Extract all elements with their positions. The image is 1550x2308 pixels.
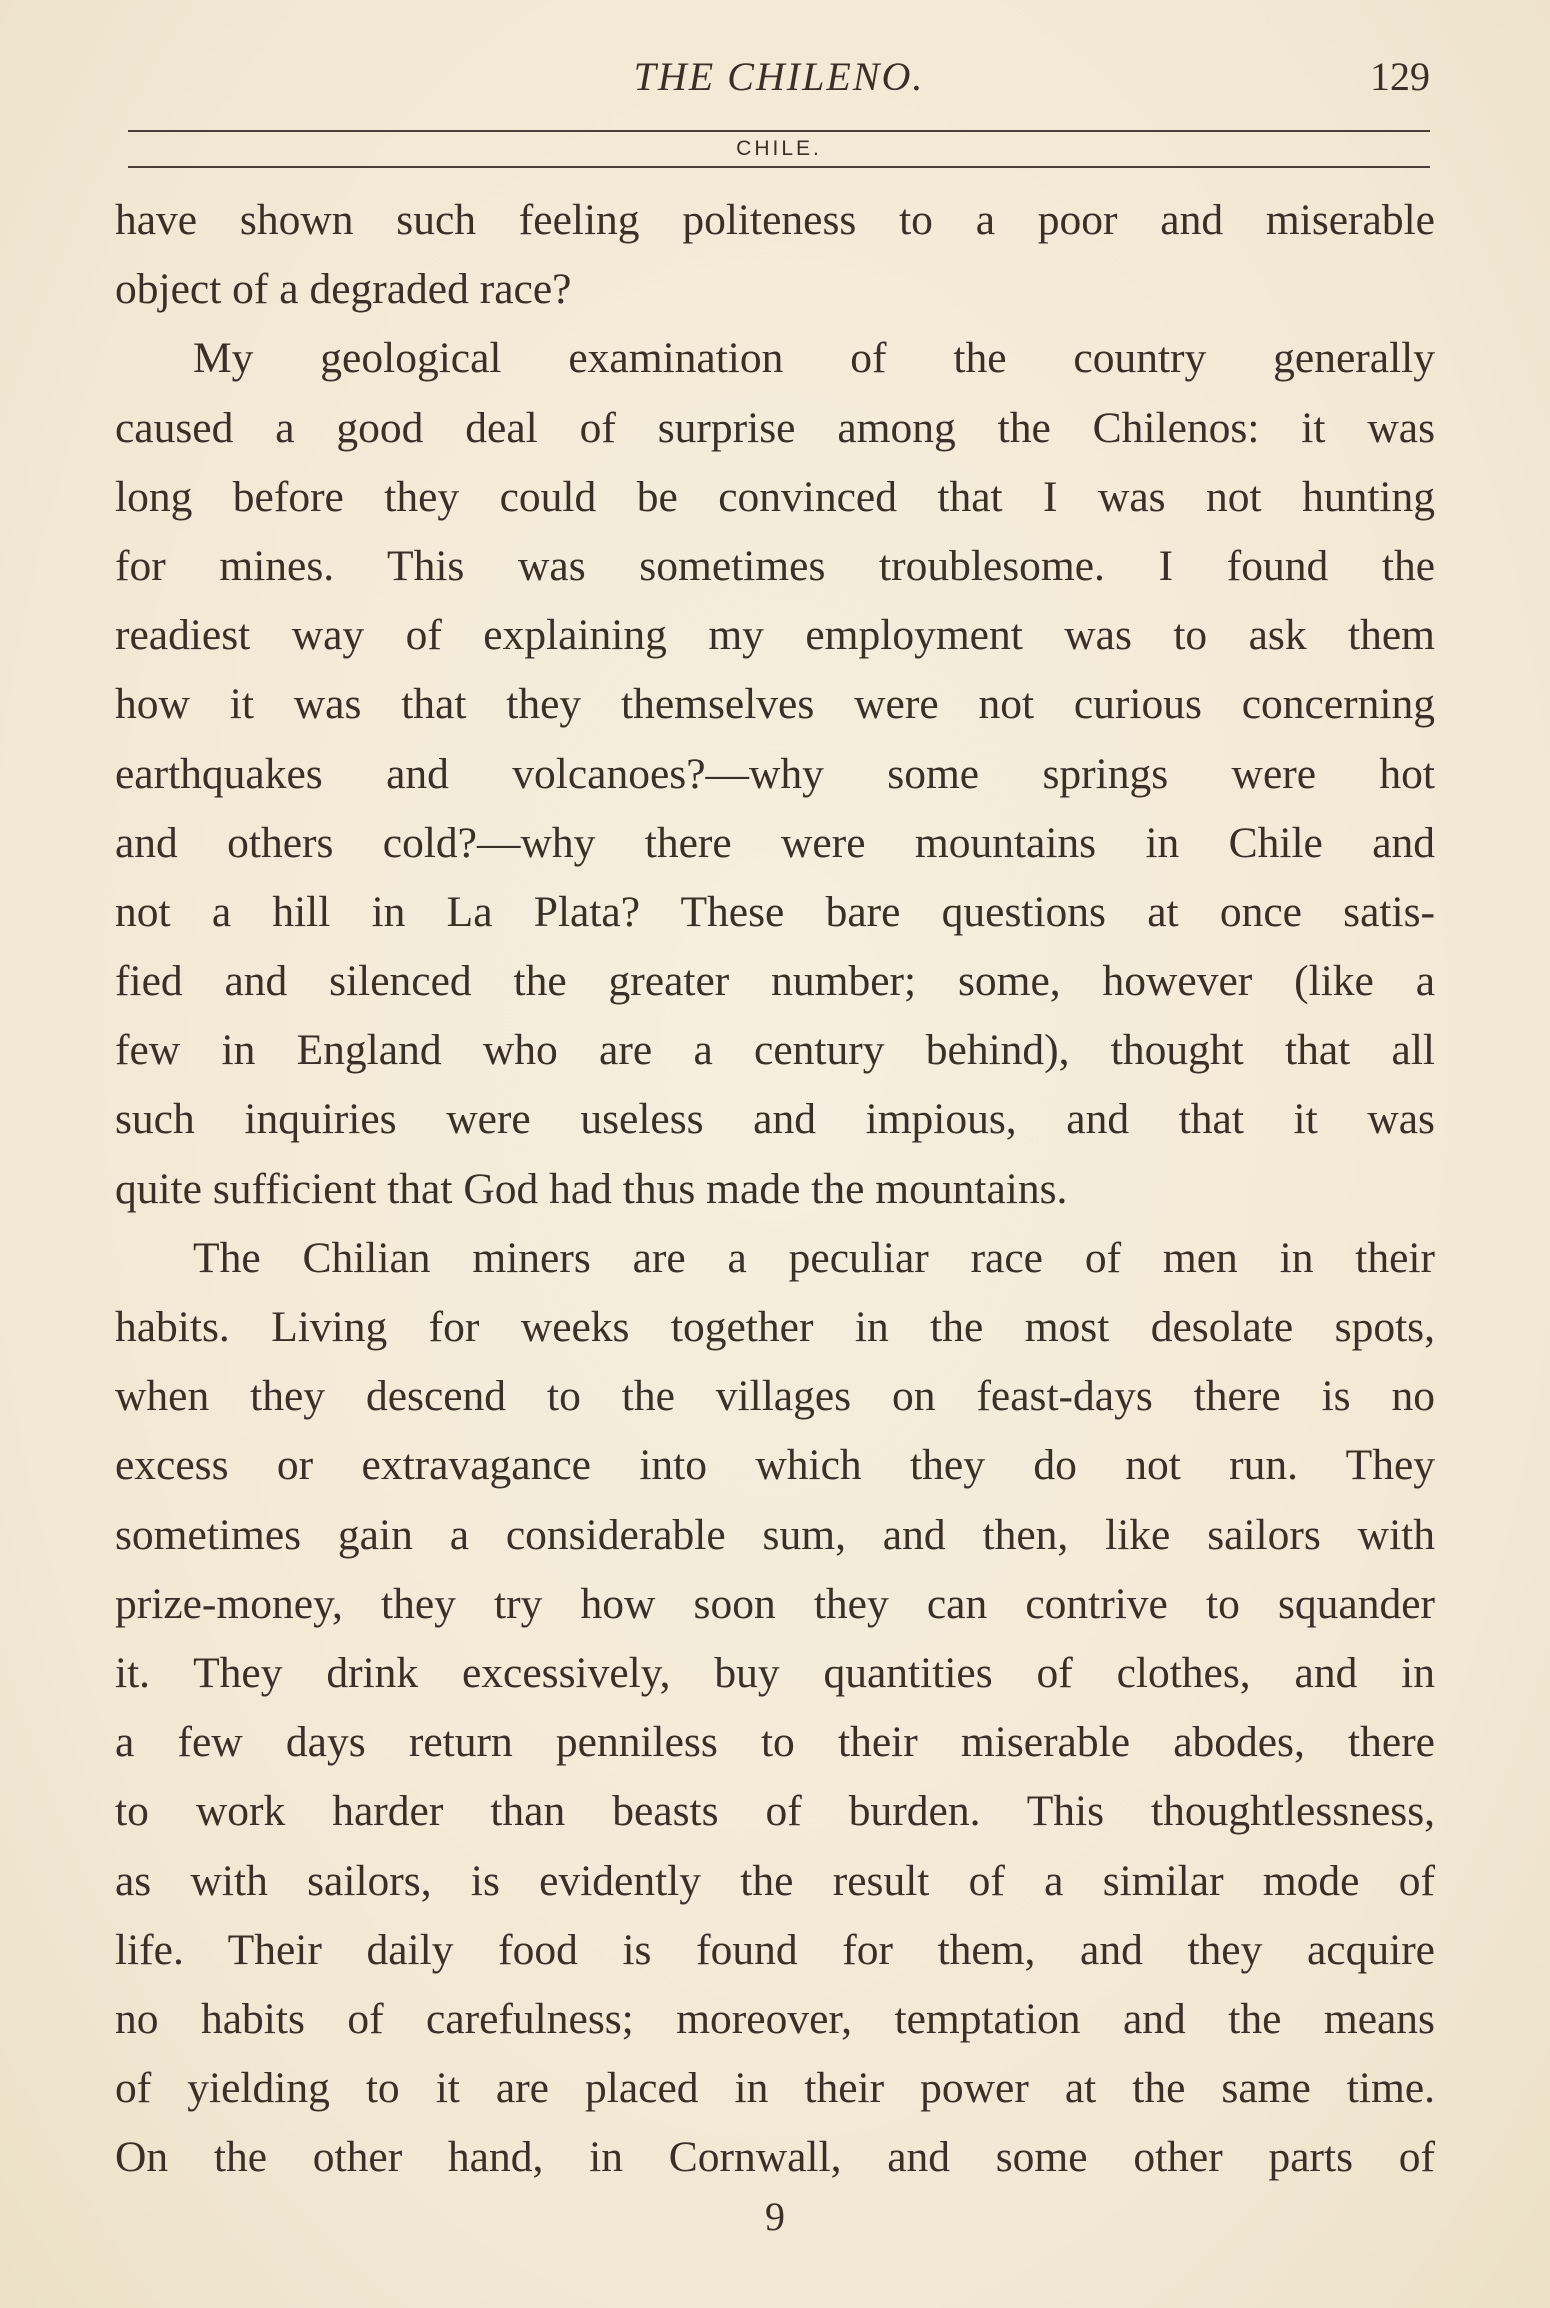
text-line: The Chilian miners are a peculiar race of men in their [193,1233,1435,1282]
text-line: how it was that they themselves were not curious concerning [115,680,1435,729]
header-rule-top [128,130,1430,132]
text-line: long before they could be convinced that I was not hunting [115,472,1435,521]
text-line: sometimes gain a considerable sum, and then, like sailors with [115,1510,1435,1559]
text-line: On the other hand, in Cornwall, and some other parts of [115,2133,1435,2182]
text-line: as with sailors, is evidently the result of a similar mode of [115,1856,1435,1905]
text-line: life. Their daily food is found for them, and they acquire [115,1925,1435,1974]
page-number: 129 [1370,54,1430,99]
text-line: have shown such feeling politeness to a poor and miserable [115,196,1435,244]
text-line: object of a degraded race? [115,265,572,314]
text-line: a few days return penniless to their miserable abodes, there [115,1718,1435,1767]
running-title: THE CHILENO. [633,54,925,99]
text-line: caused a good deal of surprise among the Chilenos: it was [115,403,1435,452]
body-text [115,186,1435,2192]
section-heading: CHILE. [736,137,822,160]
text-line: of yielding to it are placed in their power at the same time. [115,2064,1435,2113]
text-line: and others cold?—why there were mountains in Chile and [115,818,1435,867]
text-line: it. They drink excessively, buy quantities of clothes, and in [115,1648,1435,1697]
text-line: prize-money, they try how soon they can contrive to squander [115,1579,1435,1628]
text-line: for mines. This was sometimes troublesome. I found the [115,541,1435,590]
text-line: My geological examination of the country generally [193,334,1435,383]
text-line: excess or extravagance into which they do not run. They [115,1441,1435,1490]
text-line: not a hill in La Plata? These bare questions at once satis- [115,887,1435,936]
text-line: few in England who are a century behind), thought that all [115,1026,1435,1075]
text-line: quite sufficient that God had thus made the mountains. [115,1164,1068,1213]
text-line: to work harder than beasts of burden. This thoughtlessness, [115,1787,1435,1836]
text-line: habits. Living for weeks together in the most desolate spots, [115,1303,1435,1351]
text-line: no habits of carefulness; moreover, temptation and the means [115,1994,1435,2043]
text-line: earthquakes and volcanoes?—why some springs were hot [115,749,1435,798]
text-line: fied and silenced the greater number; some, however (like a [115,957,1435,1006]
text-line: such inquiries were useless and impious, and that it was [115,1095,1435,1144]
header-rule-bottom [128,166,1430,168]
text-line: readiest way of explaining my employment was to ask them [115,611,1435,660]
text-line: when they descend to the villages on feast-days there is no [115,1372,1435,1421]
signature-mark: 9 [765,2194,785,2239]
running-head [128,52,1430,102]
